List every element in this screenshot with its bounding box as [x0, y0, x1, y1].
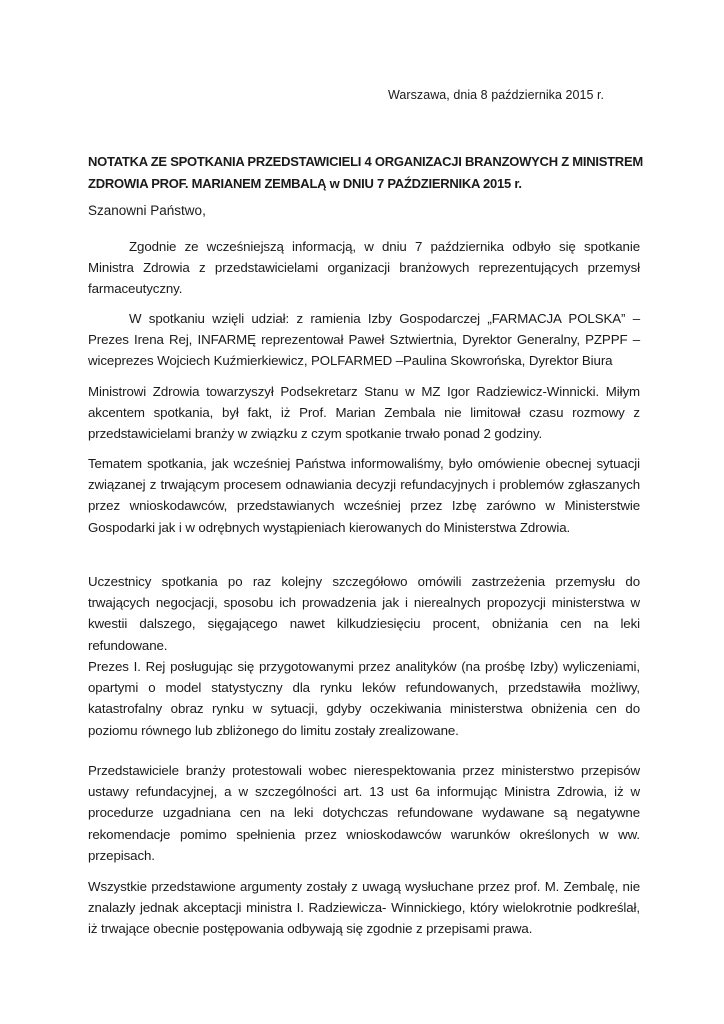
salutation: Szanowni Państwo,	[88, 203, 206, 218]
paragraph: Prezes I. Rej posługując się przygotowanymi przez analityków (na prośbę Izby) wyliczeniami, opartymi o model statystyczny dla rynku leków refundowanych, przedstawiła możliwy, katastrofalny obraz rynku w sytuacji, gdyby oczekiwania ministerstwa obniżenia cen do poziomu równego lub zbliżonego do limitu zostały zrealizowane.	[88, 659, 640, 738]
paragraph: Przedstawiciele branży protestowali wobec nierespektowania przez ministerstwo przepisów ustawy refundacyjnej, a w szczególności art. 13 ust 6a informując Ministra Zdrowia, iż w procedurze uzgadniana cen na leki dotychczas refundowane wydawane są negatywne rekomendacje pomimo spełnienia przez wnioskodawców warunków określonych w ww. przepisach.	[88, 763, 640, 863]
paragraph: Uczestnicy spotkania po raz kolejny szczegółowo omówili zastrzeżenia przemysłu do trwających negocjacji, sposobu ich prowadzenia jak i nierealnych propozycji ministerstwa w kwestii dalszego, sięgającego nawet kilkudziesięciu procent, obniżania cen na leki refundowane.	[88, 574, 640, 653]
paragraph: Zgodnie ze wcześniejszą informacją, w dniu 7 października odbyło się spotkanie Ministra Zdrowia z przedstawicielami organizacji branżowych reprezentujących przemysł farmaceutyczny.	[88, 239, 640, 297]
document-title: NOTATKA ZE SPOTKANIA PRZEDSTAWICIELI 4 ORGANIZACJI BRANZOWYCH Z MINISTREM ZDROWIA PROF. MARIANEM ZEMBALĄ w DNIU 7 PAŹDZIERNIKA 2015 r.	[88, 154, 643, 191]
paragraph: W spotkaniu wzięli udział: z ramienia Izby Gospodarczej „FARMACJA POLSKA” – Prezes Irena Rej, INFARMĘ reprezentował Paweł Sztwiertnia, Dyrektor Generalny, PZPPF – wiceprezes Wojciech Kuźmierkiewicz, POLFARMED –Paulina Skowrońska, Dyrektor Biura	[88, 311, 640, 369]
date-line: Warszawa, dnia 8 października 2015 r.	[388, 88, 605, 102]
paragraph: Tematem spotkania, jak wcześniej Państwa informowaliśmy, było omówienie obecnej sytuacji związanej z trwającym procesem odnawiania decyzji refundacyjnych i problemów zgłaszanych przez wnioskodawców, przedstawianych wcześniej przez Izbę zarówno w Ministerstwie Gospodarki jak i w odrębnych wystąpieniach kierowanych do Ministerstwa Zdrowia.	[88, 456, 640, 535]
paragraph: Wszystkie przedstawione argumenty zostały z uwagą wysłuchane przez prof. M. Zembalę, nie znalazły jednak akceptacji ministra I. Radziewicza- Winnickiego, który wielokrotnie podkreślał, iż trwające obecnie postępowania odbywają się zgodnie z przepisami prawa.	[88, 879, 640, 937]
paragraph: Ministrowi Zdrowia towarzyszył Podsekretarz Stanu w MZ Igor Radziewicz-Winnicki. Miłym akcentem spotkania, był fakt, iż Prof. Marian Zembala nie limitował czasu rozmowy z przedstawicielami branży w związku z czym spotkanie trwało ponad 2 godziny.	[88, 384, 640, 442]
